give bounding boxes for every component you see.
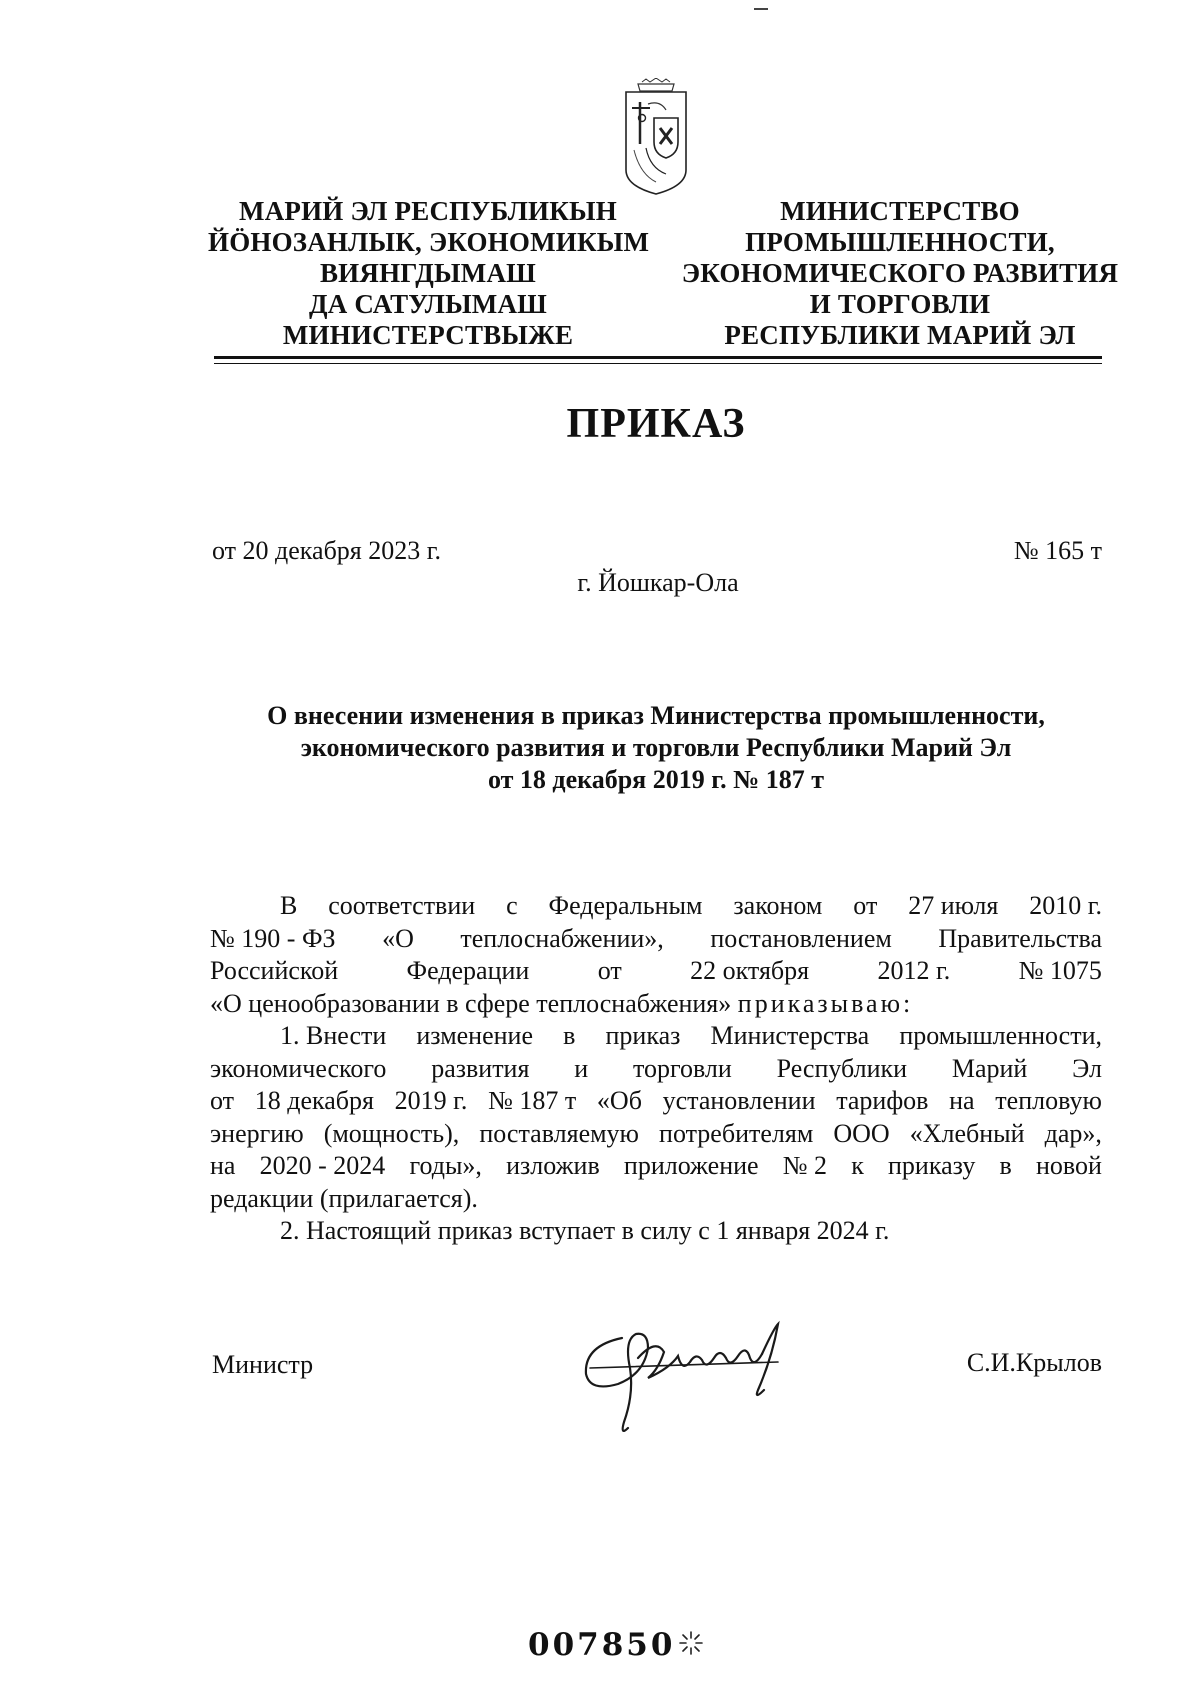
body-line	[210, 988, 1102, 1021]
body-line	[210, 1183, 1102, 1216]
body-word: на	[210, 1151, 236, 1180]
body-line	[210, 1118, 1102, 1151]
coat-of-arms-emblem	[620, 78, 692, 196]
body-word: промышленности,	[899, 1021, 1102, 1050]
body-word: № 187 т	[488, 1086, 577, 1115]
header-left-line: ВИЯНГДЫМАШ	[319, 258, 537, 288]
body-word: теплоснабжении»,	[460, 923, 664, 953]
header-right-line: РЕСПУБЛИКИ МАРИЙ ЭЛ	[724, 320, 1076, 350]
body-word: изменение	[416, 1021, 534, 1050]
header-right-line: ПРОМЫШЛЕННОСТИ,	[745, 227, 1055, 257]
body-word: постановлением	[710, 923, 892, 953]
ministry-name-mari	[208, 196, 648, 351]
body-word: Федерации	[406, 956, 530, 985]
body-word: 2. Настоящий приказ вступает в силу с 1 января 2024 г.	[280, 1216, 890, 1245]
body-word: на	[949, 1086, 975, 1115]
document-number: № 165 т	[1013, 536, 1102, 565]
body-word: с	[506, 891, 518, 920]
document-body	[210, 890, 1102, 1248]
body-word: В	[280, 891, 298, 920]
document-date: от 20 декабря 2023 г.	[212, 536, 441, 565]
body-word: Республики	[776, 1053, 908, 1083]
body-word: от	[597, 956, 622, 985]
header-left-line: ЙӦНОЗАНЛЫК, ЭКОНОМИКЫМ	[208, 227, 650, 257]
scan-mark	[754, 8, 768, 10]
body-word: потребителям	[659, 1118, 814, 1148]
body-word: и	[574, 1053, 589, 1083]
body-line	[210, 1020, 1102, 1053]
body-word: «О ценообразовании в сфере теплоснабжения»	[210, 988, 738, 1018]
body-word: в	[563, 1021, 576, 1050]
body-word: «Хлебный	[909, 1118, 1025, 1148]
header-divider	[214, 356, 1102, 359]
body-word: Правительства	[938, 923, 1102, 953]
body-word: 18 декабря	[254, 1086, 374, 1115]
body-line	[210, 1150, 1102, 1183]
body-word: тарифов	[836, 1086, 929, 1115]
document-city: г. Йошкар-Ола	[577, 568, 739, 597]
rosette-mark-icon	[678, 1630, 704, 1656]
body-word: № 2	[782, 1151, 828, 1180]
body-word: приказу	[888, 1151, 976, 1180]
header-right-line: МИНИСТЕРСТВО	[780, 196, 1020, 226]
body-word: № 1075	[1018, 956, 1102, 985]
header-left-line: МИНИСТЕРСТВЫЖЕ	[282, 320, 574, 350]
form-serial-number: 007850	[528, 1627, 676, 1663]
body-line	[210, 1085, 1102, 1118]
body-word: от	[853, 891, 878, 920]
handwritten-signature	[578, 1318, 818, 1440]
body-word: тепловую	[995, 1086, 1102, 1115]
body-word: законом	[733, 891, 823, 920]
body-word: к	[851, 1151, 864, 1180]
body-word: энергию	[210, 1118, 304, 1148]
body-word: ООО	[833, 1118, 890, 1148]
header-divider-thin	[214, 363, 1102, 364]
body-word: Марий	[951, 1053, 1028, 1083]
body-word: новой	[1035, 1151, 1102, 1180]
body-word: приказ	[605, 1021, 681, 1050]
body-word: редакции (прилагается).	[210, 1183, 478, 1213]
body-line	[210, 890, 1102, 923]
body-word: в	[999, 1151, 1012, 1180]
body-word: от	[210, 1086, 235, 1115]
body-word: приложение	[623, 1151, 759, 1180]
body-word: поставляемую	[479, 1118, 639, 1148]
body-word: Эл	[1072, 1053, 1102, 1083]
body-word: установлении	[662, 1086, 816, 1115]
body-line	[210, 923, 1102, 956]
body-word: дар»,	[1044, 1118, 1102, 1148]
body-line	[210, 955, 1102, 988]
body-word: развития	[431, 1053, 530, 1083]
body-word: 2020 - 2024	[259, 1151, 386, 1180]
document-subject	[210, 700, 1102, 796]
body-word: экономического	[210, 1053, 387, 1083]
body-word: Министерства	[710, 1021, 870, 1050]
body-word: годы»,	[409, 1151, 482, 1180]
body-word: (мощность),	[323, 1118, 460, 1148]
subject-line: от 18 декабря 2019 г. № 187 т	[487, 765, 824, 794]
body-word: «О	[382, 923, 414, 953]
body-line	[210, 1215, 1102, 1248]
signatory-name: С.И.Крылов	[966, 1348, 1102, 1377]
body-word: 27 июля	[908, 891, 999, 920]
subject-line: О внесении изменения в приказ Министерства промышленности,	[267, 701, 1045, 730]
signatory-title: Министр	[212, 1350, 314, 1379]
body-word: изложив	[506, 1151, 600, 1180]
header-right-line: И ТОРГОВЛИ	[809, 289, 991, 319]
body-word: 2019 г.	[394, 1086, 468, 1115]
header-right-line: ЭКОНОМИЧЕСКОГО РАЗВИТИЯ	[681, 258, 1119, 288]
body-word: 2012 г.	[877, 956, 951, 985]
order-word: приказываю:	[737, 988, 914, 1018]
header-left-line: МАРИЙ ЭЛ РЕСПУБЛИКЫН	[239, 196, 617, 226]
body-word: соответствии	[328, 891, 476, 920]
body-word: торговли	[632, 1053, 732, 1083]
body-word: 2010 г.	[1029, 891, 1102, 920]
subject-line: экономического развития и торговли Республики Марий Эл	[300, 733, 1012, 762]
body-word: Федеральным	[548, 891, 703, 920]
ministry-name-russian	[665, 196, 1135, 351]
body-word: № 190 - ФЗ	[210, 923, 336, 953]
body-word: 1. Внести	[280, 1021, 387, 1050]
body-word: «Об	[596, 1086, 642, 1115]
body-word: Российской	[210, 956, 339, 985]
body-line	[210, 1053, 1102, 1086]
document-title: ПРИКАЗ	[566, 401, 746, 447]
body-word: 22 октября	[690, 956, 810, 985]
header-left-line: ДА САТУЛЫМАШ	[308, 289, 548, 319]
